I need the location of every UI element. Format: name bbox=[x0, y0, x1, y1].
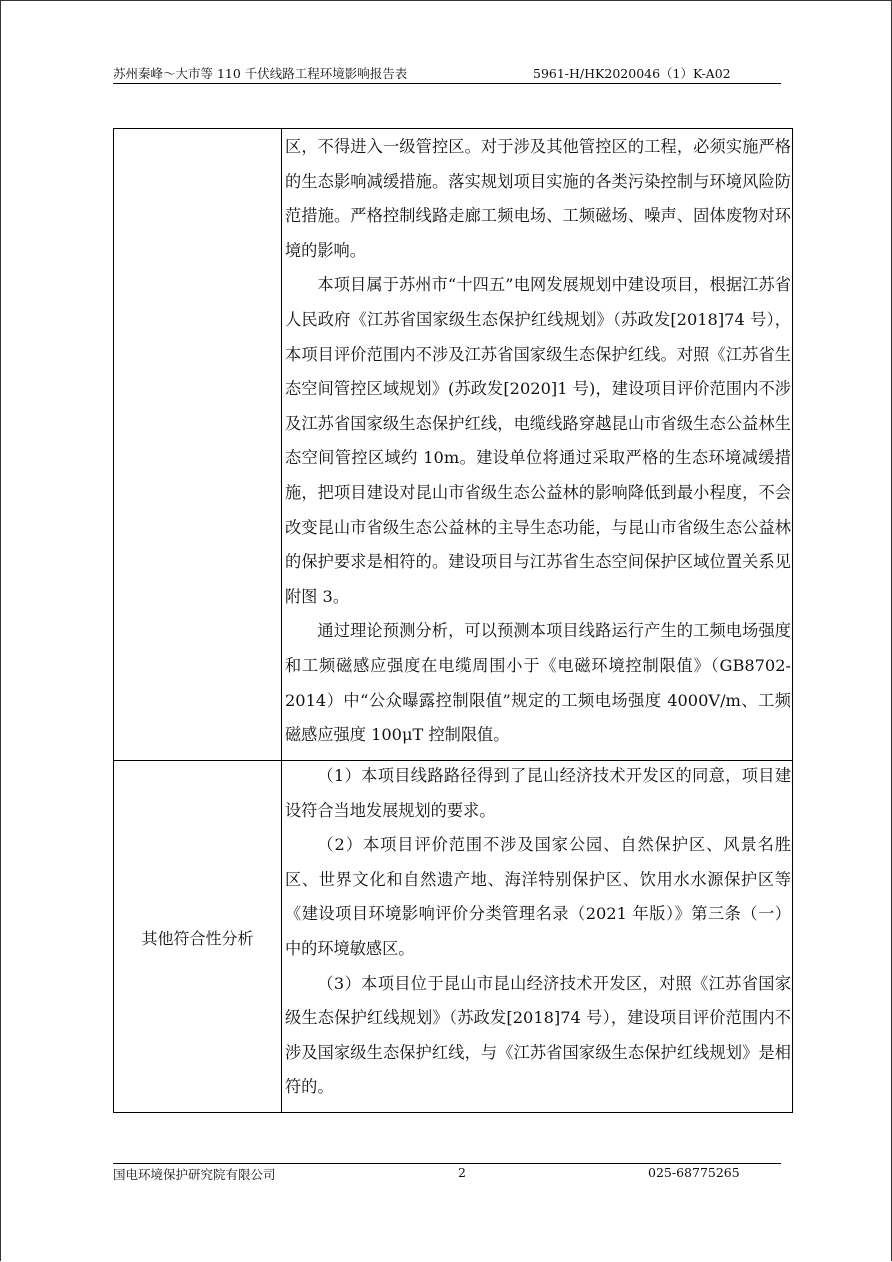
column-divider bbox=[281, 129, 282, 1112]
footer-phone: 025-68775265 bbox=[648, 1165, 740, 1180]
row1-label bbox=[114, 129, 281, 760]
row1-paragraph-2: 本项目属于苏州市“十四五”电网发展规划中建设项目，根据江苏省人民政府《江苏省国家级生态保护红线规划》（苏政发[2018]74 号），本项目评价范围内不涉及江苏省国家级生态保护红线。对照《江苏省生态空间管控区域规划》(苏政发[2020]1 号)，建设项目评价范围内不涉及江苏省国家级生态保护红线，电缆线路穿越昆山市省级生态公益林生态空间管控区域约 10m。建设单位将通过采取严格的生态环境减缓措施，把项目建设对昆山市省级生态公益林的影响降低到最小程度，不会改变昆山市省级生态公益林的主导生态功能，与昆山市省级生态公益林的保护要求是相符的。建设项目与江苏省生态空间保护区域位置关系见附图 3。 bbox=[285, 275, 791, 606]
row2-paragraph-3: （3）本项目位于昆山市昆山经济技术开发区，对照《江苏省国家级生态保护红线规划》（苏政发[2018]74 号），建设项目评价范围内不涉及国家级生态保护红线，与《江苏省国家级生态保护红线规划》是相符的。 bbox=[285, 973, 791, 1097]
row2-label: 其他符合性分析 bbox=[141, 929, 254, 948]
header-rule bbox=[113, 83, 781, 84]
page-number: 2 bbox=[458, 1165, 466, 1180]
document-number: 5961-H/HK2020046（1）K-A02 bbox=[533, 66, 731, 81]
footer-rule bbox=[113, 1163, 781, 1164]
row1-paragraph-1: 区，不得进入一级管控区。对于涉及其他管控区的工程，必须实施严格的生态影响减缓措施。落实规划项目实施的各类污染控制与环境风险防范措施。严格控制线路走廊工频电场、工频磁场、噪声、固体废物对环境的影响。 bbox=[285, 137, 791, 260]
compliance-table bbox=[113, 128, 793, 1113]
row1-paragraph-3: 通过理论预测分析，可以预测本项目线路运行产生的工频电场强度和工频磁感应强度在电缆周围小于《电磁环境控制限值》（GB8702-2014）中“公众曝露控制限值”规定的工频电场强度 4000V/m、工频磁感应强度 100μT 控制限值。 bbox=[285, 621, 791, 745]
report-title: 苏州秦峰～大市等 110 千伏线路工程环境影响报告表 bbox=[113, 66, 408, 81]
row1-content bbox=[285, 130, 791, 753]
footer-organization: 国电环境保护研究院有限公司 bbox=[113, 1167, 276, 1182]
row2-paragraph-2: （2）本项目评价范围不涉及国家公园、自然保护区、风景名胜区、世界文化和自然遗产地、海洋特别保护区、饮用水水源保护区等《建设项目环境影响评价分类管理名录（2021 年版）》第三条（一）中的环境敏感区。 bbox=[285, 835, 791, 958]
row2-content bbox=[285, 759, 791, 1105]
page-header bbox=[113, 64, 781, 84]
row2-paragraph-1: （1）本项目线路路径得到了昆山经济技术开发区的同意，项目建设符合当地发展规划的要求。 bbox=[285, 766, 791, 820]
